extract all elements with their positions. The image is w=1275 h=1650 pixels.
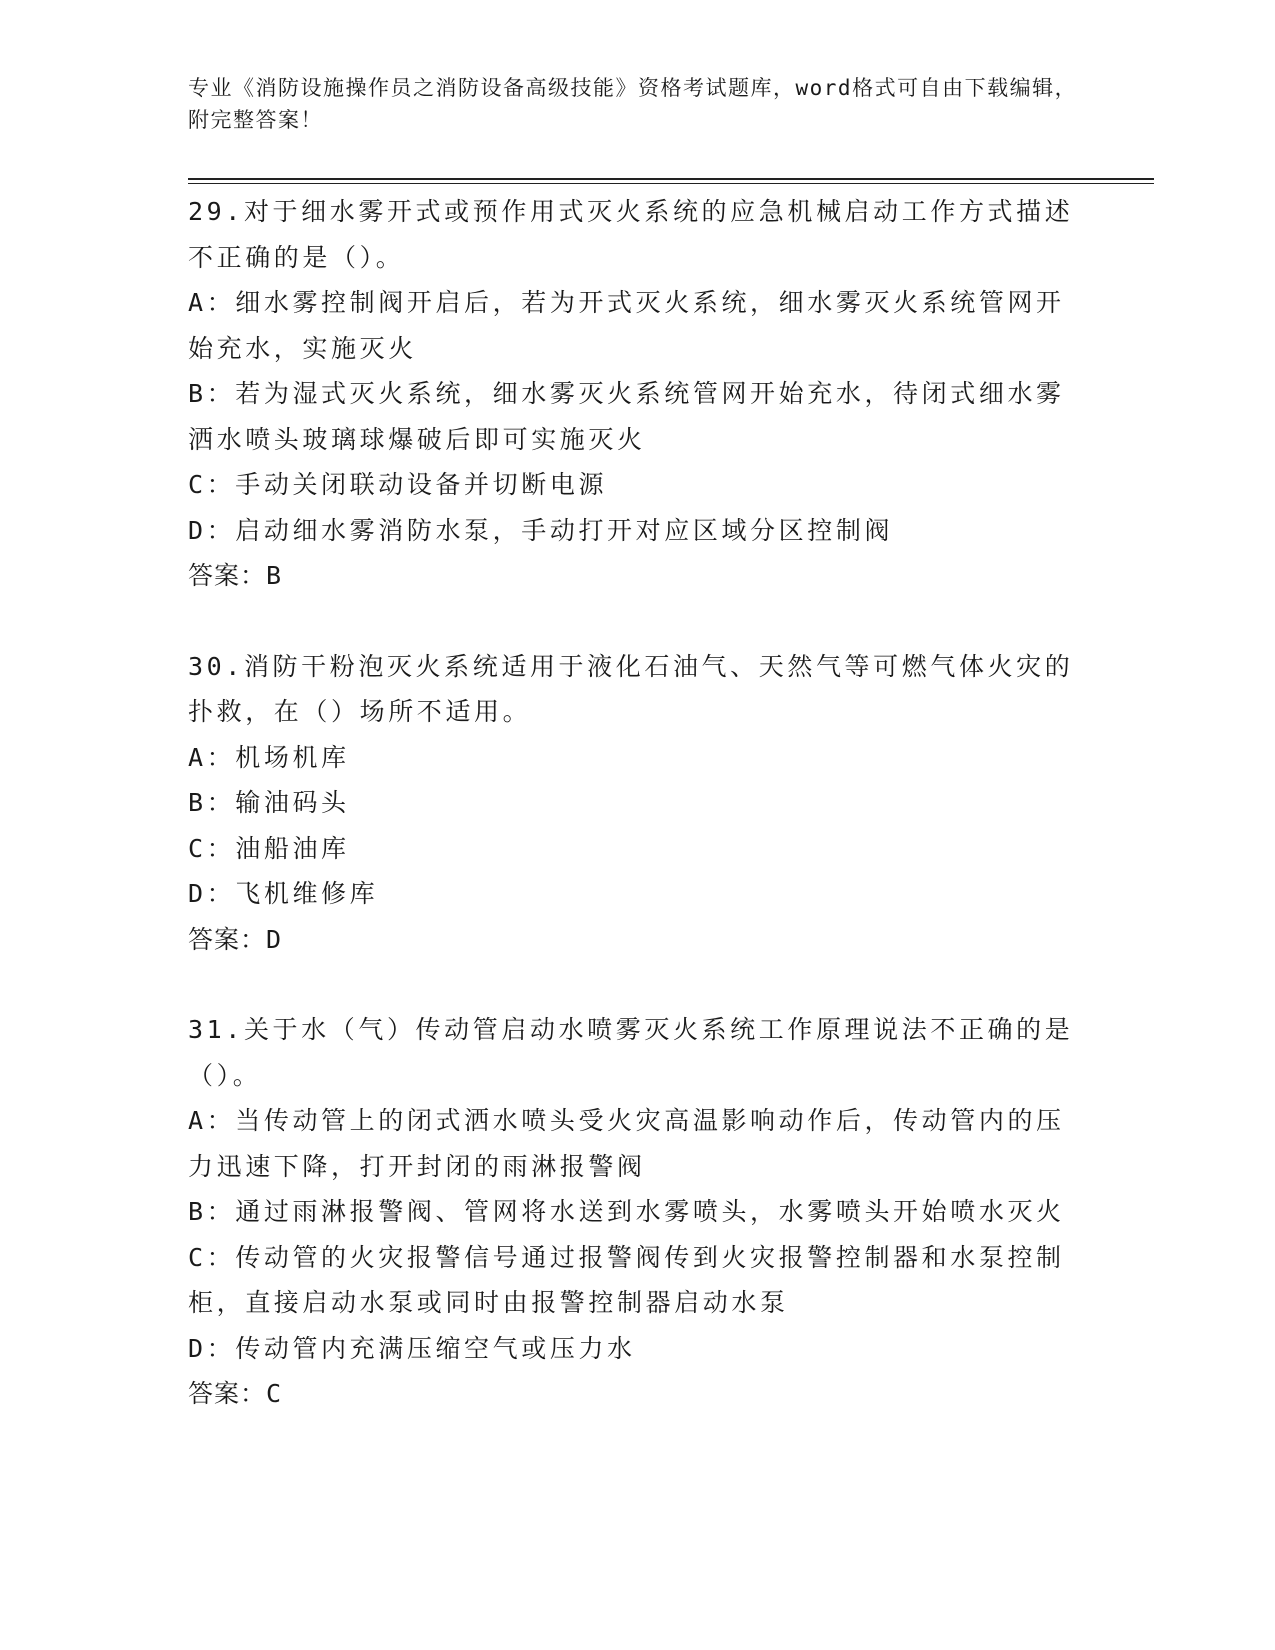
option-a: A：细水雾控制阀开启后，若为开式灭火系统，细水雾灭火系统管网开始充水，实施灭火	[188, 288, 1065, 363]
question-stem: 30.消防干粉泡灭火系统适用于液化石油气、天然气等可燃气体火灾的扑救，在（）场所不适用。	[188, 651, 1074, 726]
option-a: A：当传动管上的闭式洒水喷头受火灾高温影响动作后，传动管内的压力迅速下降，打开封闭的雨淋报警阀	[188, 1106, 1065, 1181]
answer-line: 答案：C	[188, 1379, 283, 1408]
question-30	[188, 644, 1088, 963]
option-d: D：传动管内充满压缩空气或压力水	[188, 1333, 636, 1363]
option-b: B：输油码头	[188, 788, 350, 817]
question-list	[188, 189, 1088, 1462]
header-rule-thin	[188, 183, 1154, 184]
option-d: D：飞机维修库	[188, 879, 379, 908]
answer-line: 答案：B	[188, 561, 283, 590]
question-31	[188, 1007, 1088, 1417]
option-b: B：通过雨淋报警阀、管网将水送到水雾喷头，水雾喷头开始喷水灭火	[188, 1197, 1065, 1226]
header-rule-thick	[188, 178, 1154, 180]
question-29	[188, 189, 1088, 599]
question-stem: 31.关于水（气）传动管启动水喷雾灭火系统工作原理说法不正确的是（）。	[188, 1015, 1074, 1090]
answer-line: 答案：D	[188, 924, 283, 954]
option-c: C：手动关闭联动设备并切断电源	[188, 470, 608, 499]
document-header: 专业《消防设施操作员之消防设备高级技能》资格考试题库，word格式可自由下载编辑，附完整答案！	[188, 76, 1078, 132]
option-a: A：机场机库	[188, 742, 350, 772]
question-stem: 29.对于细水雾开式或预作用式灭火系统的应急机械启动工作方式描述不正确的是（）。	[188, 197, 1074, 272]
option-c: C：传动管的火灾报警信号通过报警阀传到火灾报警控制器和水泵控制柜，直接启动水泵或同时由报警控制器启动水泵	[188, 1242, 1065, 1317]
option-b: B：若为湿式灭火系统，细水雾灭火系统管网开始充水，待闭式细水雾洒水喷头玻璃球爆破后即可实施灭火	[188, 379, 1065, 454]
option-c: C：油船油库	[188, 833, 350, 863]
option-d: D：启动细水雾消防水泵，手动打开对应区域分区控制阀	[188, 515, 894, 545]
